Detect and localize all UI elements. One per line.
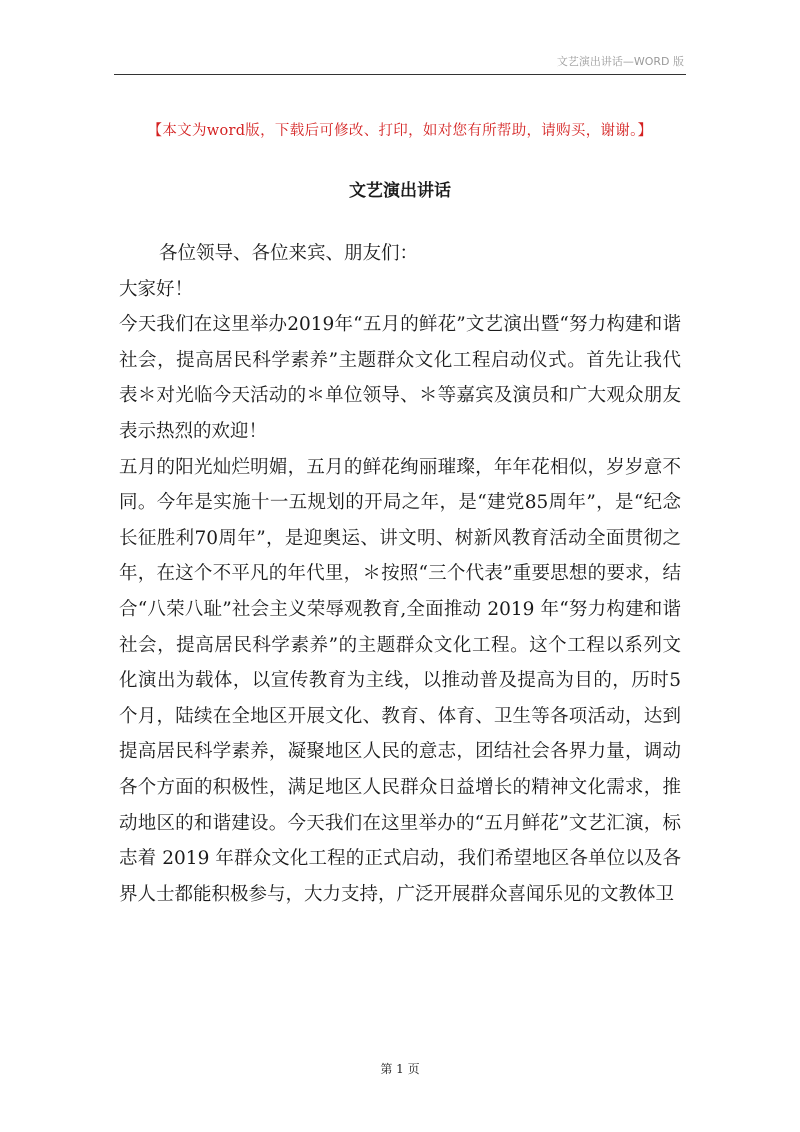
download-notice: 【本文为word版，下载后可修改、打印，如对您有所帮助，请购买，谢谢。】 [147, 123, 653, 139]
header-divider [114, 74, 686, 75]
salutation: 各位领导、各位来宾、朋友们： [159, 243, 419, 264]
document-body [119, 236, 681, 912]
greeting: 大家好！ [119, 278, 194, 300]
page-number: 第 1 页 [380, 1062, 420, 1076]
running-header: 文艺演出讲话—WORD 版 [556, 55, 684, 68]
document-title: 文艺演出讲话 [349, 181, 451, 201]
paragraph: 今天我们在这里举办2019年“五月的鲜花”文艺演出暨“努力构建和谐社会，提高居民科学素养”主题群众文化工程启动仪式。首先让我代表＊对光临今天活动的＊单位领导、＊等嘉宾及演员和广大观众朋友表示热烈的欢迎！ [119, 314, 681, 442]
paragraph: 五月的阳光灿烂明媚，五月的鲜花绚丽璀璨，年年花相似，岁岁意不同。今年是实施十一五规划的开局之年，是“建党85周年”，是“纪念长征胜利70周年”，是迎奥运、讲文明、树新风教育活动全面贯彻之年，在这个不平凡的年代里，＊按照“三个代表”重要思想的要求，结合“八荣八耻”社会主义荣辱观教育,全面推动 2019 年“努力构建和谐社会，提高居民科学素养”的主题群众文化工程。这个工程以系列文化演出为载体，以宣传教育为主线，以推动普及提高为目的，历时5个月，陆续在全地区开展文化、教育、体育、卫生等各项活动，达到提高居民科学素养，凝聚地区人民的意志，团结社会各界力量，调动各个方面的积极性，满足地区人民群众日益增长的精神文化需求，推动地区的和谐建设。今天我们在这里举办的“五月鲜花”文艺汇演，标志着 2019 年群众文化工程的正式启动，我们希望地区各单位以及各界人士都能积极参与，大力支持，广泛开展群众喜闻乐见的文教体卫 [119, 456, 681, 905]
